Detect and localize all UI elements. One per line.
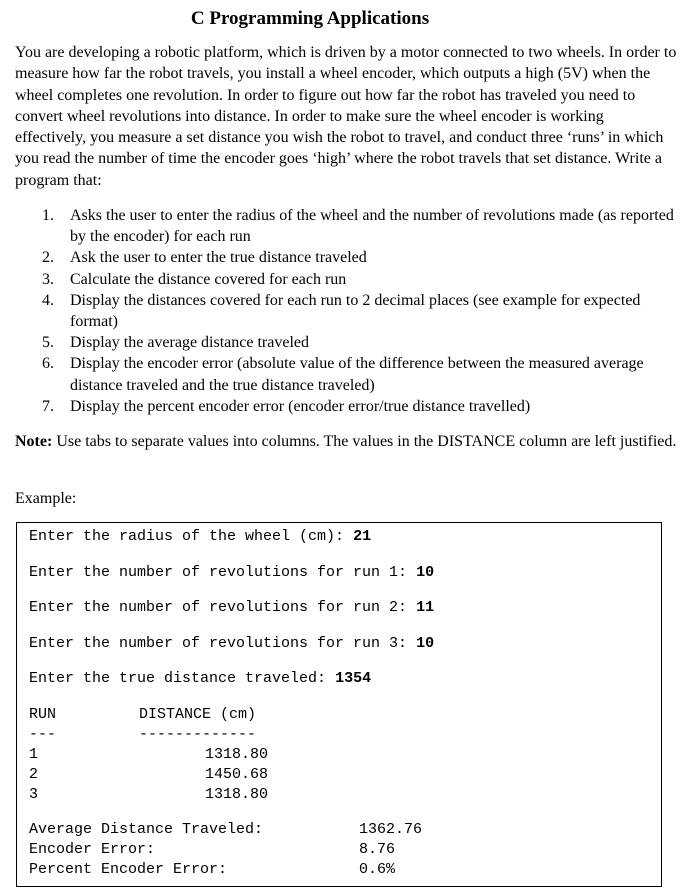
list-item-text: Display the encoder error (absolute value of the difference between the measured average distance traveled and the true distance traveled) (70, 355, 644, 394)
console-prompt-run1 (29, 564, 434, 581)
table-rule-distance: ------------- (139, 726, 257, 743)
prompt-text: Enter the radius of the wheel (cm): (29, 528, 354, 545)
list-item (42, 247, 677, 268)
list-item (42, 332, 677, 353)
requirements-list (42, 205, 677, 417)
table-rule-run: --- (29, 726, 57, 743)
console-prompt-run2 (29, 599, 434, 616)
table-row-run: 3 (29, 786, 39, 803)
list-item (42, 290, 677, 332)
console-prompt-radius (29, 528, 371, 545)
list-item (42, 353, 677, 395)
prompt-value: 10 (416, 635, 435, 652)
prompt-text: Enter the true distance traveled: (29, 670, 336, 687)
prompt-text: Enter the number of revolutions for run 1: (29, 564, 417, 581)
note-label: Note: (15, 433, 53, 450)
console-output-box (16, 522, 662, 887)
table-row-distance: 1450.68 (205, 766, 269, 783)
page-title: C Programming Applications (190, 8, 430, 29)
prompt-value: 10 (416, 564, 435, 581)
console-prompt-run3 (29, 635, 434, 652)
table-row-distance: 1318.80 (205, 746, 269, 763)
list-item-number: 1. (42, 207, 54, 224)
list-item-text: Calculate the distance covered for each run (70, 270, 347, 288)
list-item-text: Display the distances covered for each run to 2 decimal places (see example for expected format) (70, 291, 641, 331)
list-item-number: 3. (42, 270, 54, 288)
summary-value-average: 1362.76 (359, 821, 423, 838)
list-item-number: 4. (42, 291, 54, 309)
list-item (42, 205, 677, 247)
table-header-run: RUN (29, 706, 57, 723)
list-item (42, 396, 677, 417)
prompt-value: 21 (353, 528, 372, 545)
example-label: Example: (15, 490, 77, 507)
prompt-value: 1354 (335, 670, 372, 687)
table-row-distance: 1318.80 (205, 786, 269, 803)
table-header-distance: DISTANCE (cm) (139, 706, 257, 723)
table-row-run: 2 (29, 766, 39, 783)
list-item-number: 2. (42, 249, 54, 267)
list-item-number: 7. (42, 397, 54, 415)
intro-paragraph: You are developing a robotic platform, which is driven by a motor connected to two wheels. In order to measure how far the robot travels, you install a wheel encoder, which outputs a high (5V) when the wheel completes one revolution. In order to figure out how far the robot has traveled you need to convert wheel revolutions into distance. In order to make sure the wheel encoder is working effectively, you measure a set distance you wish the robot to travel, and conduct three ‘runs’ in which you read the number of time the encoder goes ‘high’ where the robot travels that set distance. Write a program that: (15, 44, 677, 189)
prompt-text: Enter the number of revolutions for run 2: (29, 599, 417, 616)
list-item-text: Asks the user to enter the radius of the wheel and the number of revolutions made (as reported by the encoder) for each run (70, 207, 674, 246)
prompt-value: 11 (416, 599, 435, 616)
summary-label-average: Average Distance Traveled: (29, 821, 264, 838)
summary-value-error: 8.76 (359, 841, 396, 858)
list-item (42, 269, 677, 290)
list-item-text: Display the average distance traveled (70, 334, 309, 352)
table-row-run: 1 (29, 746, 39, 763)
list-item-number: 6. (42, 355, 54, 373)
note-text: Use tabs to separate values into columns. The values in the DISTANCE column are left justified. (52, 433, 677, 450)
prompt-text: Enter the number of revolutions for run 3: (29, 635, 417, 652)
note-paragraph (15, 431, 677, 452)
console-prompt-true-distance (29, 670, 371, 687)
list-item-text: Ask the user to enter the true distance traveled (70, 249, 367, 267)
list-item-number: 5. (42, 334, 54, 352)
summary-value-percent: 0.6% (359, 861, 396, 878)
summary-label-percent: Percent Encoder Error: (29, 861, 228, 878)
summary-label-error: Encoder Error: (29, 841, 156, 858)
list-item-text: Display the percent encoder error (encoder error/true distance travelled) (70, 397, 531, 415)
